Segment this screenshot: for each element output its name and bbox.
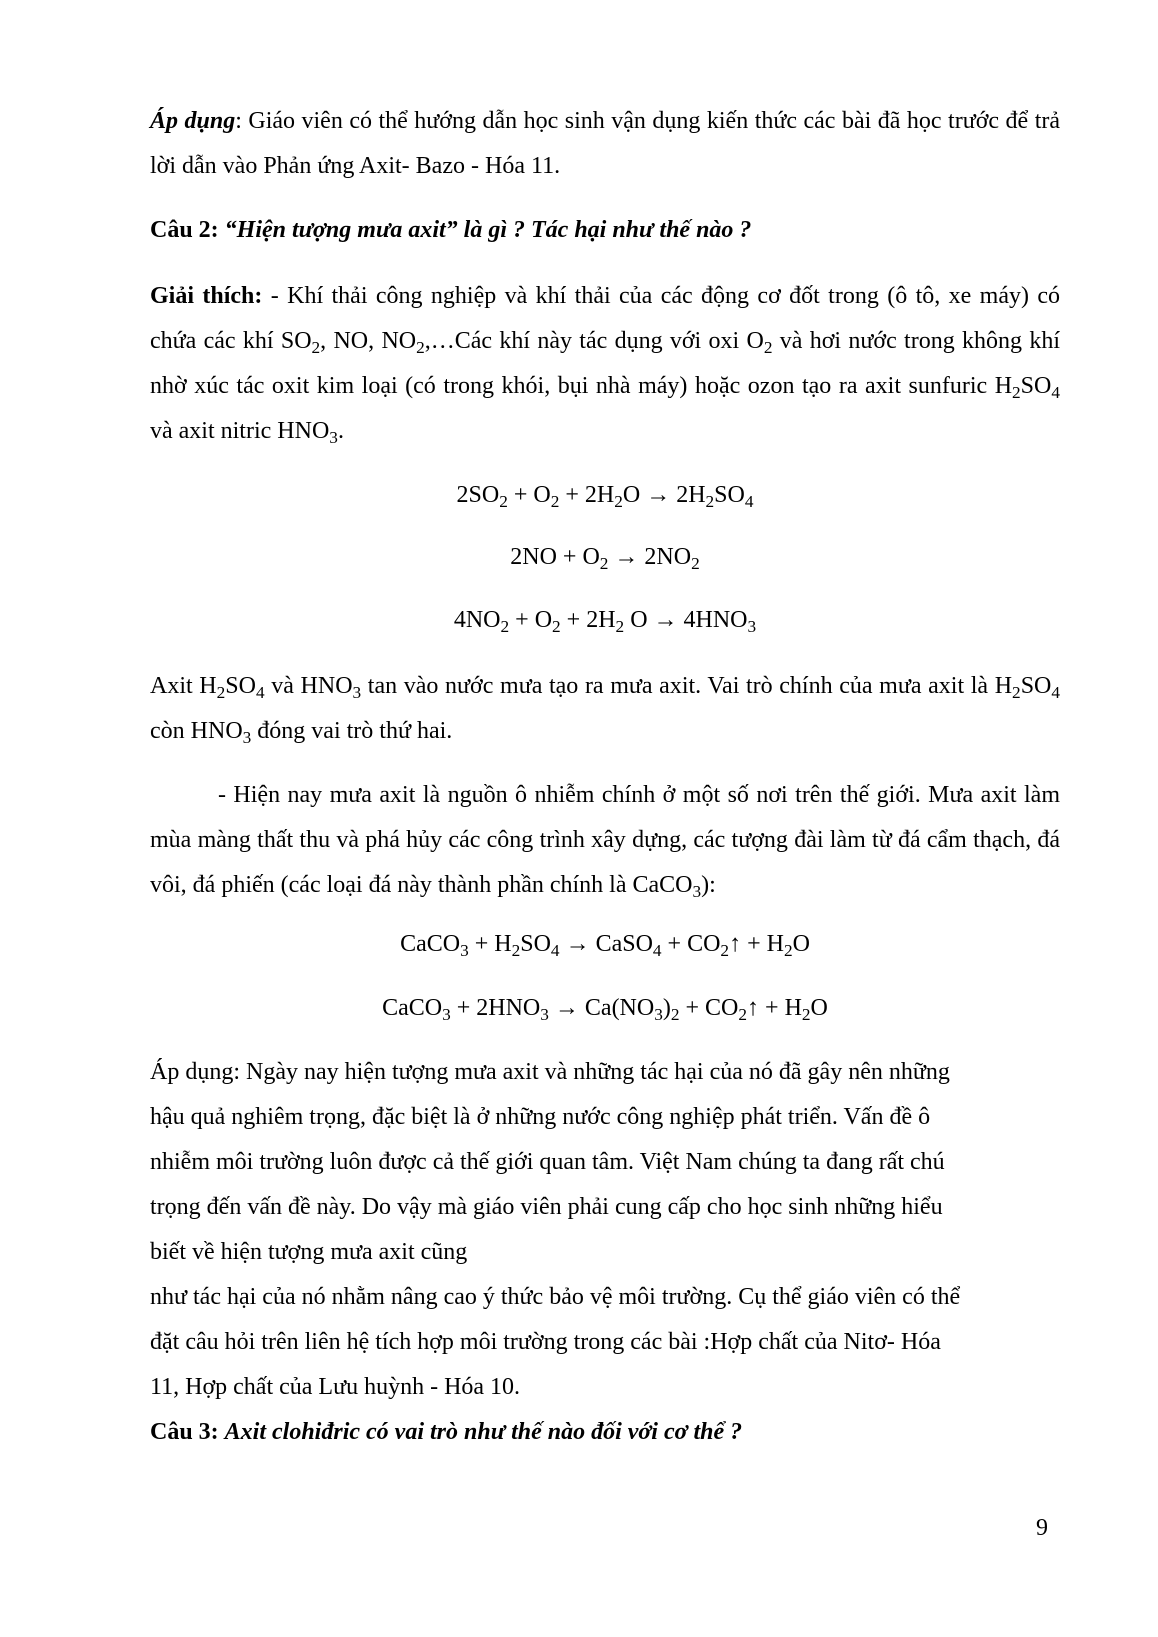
apply-text: : Giáo viên có thể hướng dẫn học sinh vận dụng kiến thức các bài đã học trước để trả lời dẫn vào Phản ứng Axit- Bazo - Hóa 11. [150, 108, 1061, 179]
apply-paragraph-2-line-3: nhiễm môi trường luôn được cả thế giới quan tâm. Việt Nam chúng ta đang rất chú [150, 1149, 945, 1175]
apply-paragraph-2-line-1: Áp dụng: Ngày nay hiện tượng mưa axit và những tác hại của nó đã gây nên những [150, 1059, 950, 1085]
apply-paragraph-2-line-8: 11, Hợp chất của Lưu huỳnh - Hóa 10. [150, 1374, 521, 1400]
question-2-text: “Hiện tượng mưa axit” là gì ? Tác hại như thế nào ? [224, 217, 752, 243]
equation-3: $4NO_2 + O_2 + 2H_2$ $O \to 4HNO_3$ [453, 607, 757, 637]
apply-paragraph-2-line-7: đặt câu hỏi trên liên hệ tích hợp môi trường trong các bài :Hợp chất của Nitơ- Hóa [150, 1329, 941, 1355]
apply-paragraph-1 [150, 99, 1060, 189]
question-2-label: Câu 2: [150, 217, 219, 243]
equation-2: $2NO + O_2 \to 2NO_2$ [510, 544, 700, 574]
damage-paragraph: - Hiện nay mưa axit là nguồn ô nhiễm chính ở một số nơi trên thế giới. Mưa axit làm mùa màng thất thu và phá hủy các công trình xây dựng, các tượng đài làm từ đá cẩm thạch, đá vôi, đá phiến (các loại đá này thành phần chính là CaCO$_3$): [150, 782, 1060, 902]
equation-4: CaCO$_3$ + $H_2SO_4$ → CaSO$_4$ + $CO_2↑ + H_2O$ [400, 931, 810, 961]
apply-label: Áp dụng [150, 108, 236, 134]
question-3-label: Câu 3: [150, 1419, 219, 1445]
apply-paragraph-2-line-5: biết về hiện tượng mưa axit cũng [150, 1239, 468, 1265]
explanation-paragraph: Giải thích: - Khí thải công nghiệp và khí thải của các động cơ đốt trong (ô tô, xe máy) có chứa các khí $SO_2$, NO, $NO_2,\dots Các$ khí này tác dụng với oxi $O_2$ và hơi nước trong không khí nhờ xúc tác oxit kim loại (có trong khói, bụi nhà máy) hoặc ozon tạo ra axit sunfuric $H_2SO_4$ và axit nitric $HNO_3$. [150, 283, 1060, 448]
equation-5: CaCO$_3$ + $2HNO_3 \to Ca(NO_3)_2$ + $CO_2↑ + H_2O$ [382, 995, 828, 1025]
apply-paragraph-2-line-2: hậu quả nghiêm trọng, đặc biệt là ở những nước công nghiệp phát triển. Vấn đề ô [150, 1104, 931, 1130]
question-3 [150, 1417, 1060, 1447]
question-3-text: Axit clohiđric có vai trò như thế nào đối với cơ thể ? [224, 1419, 743, 1445]
acid-rain-paragraph: Axit $H_2SO_4$ và $HNO_3$ tan vào nước mưa tạo ra mưa axit. Vai trò chính của mưa axit là $H_2SO_4$ còn $HNO_3$ đóng vai trò thứ hai. [150, 673, 1061, 748]
page-number: 9 [1036, 1515, 1048, 1541]
apply-paragraph-2-line-4: trọng đến vấn đề này. Do vậy mà giáo viên phải cung cấp cho học sinh những hiểu [150, 1194, 943, 1220]
question-2 [150, 215, 1060, 245]
explanation-label: Giải thích: [150, 283, 263, 309]
apply-paragraph-2-line-6: như tác hại của nó nhằm nâng cao ý thức bảo vệ môi trường. Cụ thể giáo viên có thể [150, 1284, 961, 1310]
equation-1: $2SO_2 + O_2 + 2H_2O \to 2H_2SO_4$ [456, 482, 754, 512]
